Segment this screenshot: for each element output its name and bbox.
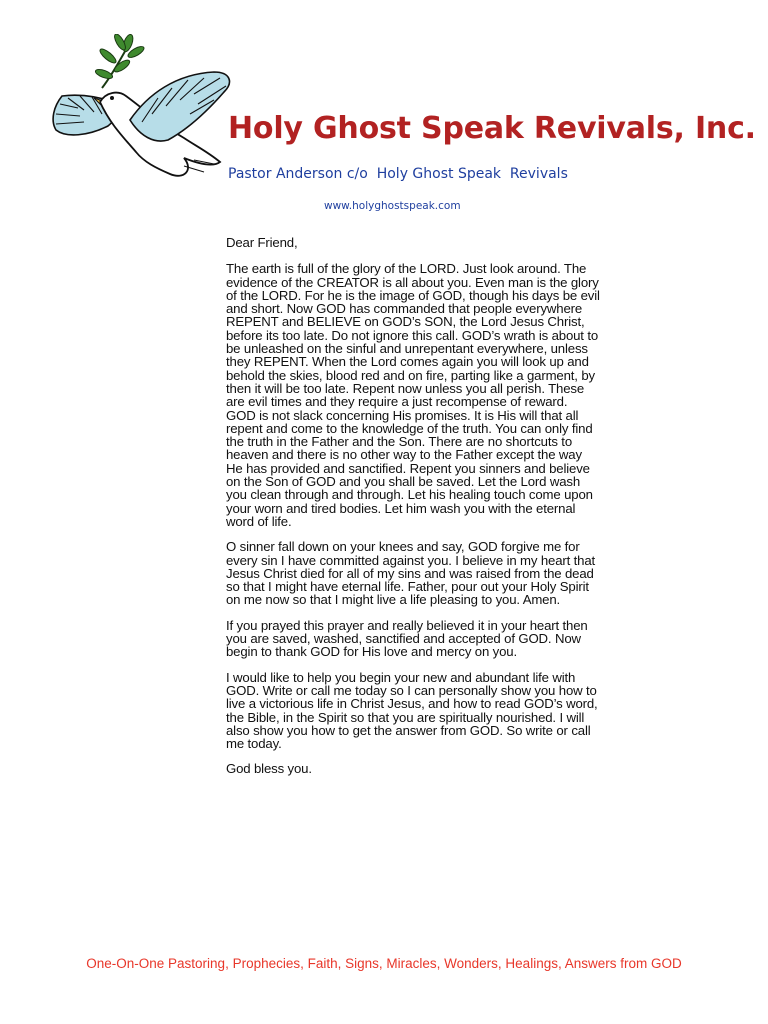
pastor-address-line: Pastor Anderson c/o Holy Ghost Speak Revivals xyxy=(228,166,568,182)
letter-paragraph-2: O sinner fall down on your knees and say, GOD forgive me for every sin I have committed against you. I believe in my heart that Jesus Christ died for all of my sins and was raised from the dead so that I might have eternal life. Father, pour out your Holy Spirit on me now so that I might live a life pleasing to you. Amen. xyxy=(226,539,596,608)
letter-paragraph-3: If you prayed this prayer and really believed it in your heart then you are saved, washed, sanctified and accepted of GOD. Now begin to thank GOD for His love and mercy on you. xyxy=(226,617,588,660)
website-link[interactable]: www.holyghostspeak.com xyxy=(324,200,461,212)
footer-tagline: One-On-One Pastoring, Prophecies, Faith, Signs, Miracles, Wonders, Healings, Answers from GOD xyxy=(86,956,682,971)
letter-body xyxy=(226,236,600,788)
salutation: Dear Friend, xyxy=(226,235,298,250)
organization-name: Holy Ghost Speak Revivals, Inc. xyxy=(228,111,756,146)
letter-paragraph-1: The earth is full of the glory of the LORD. Just look around. The evidence of the CREATOR is all about you. Even man is the glory of the LORD. For he is the image of GOD, though his days be evil and short. Now GOD has commanded that people everywhere REPENT and BELIEVE on GOD’s SON, the Lord Jesus Christ, before its too late. Do not ignore this call. GOD’s wrath is about to be unleashed on the sinful and unrepentant everywhere, unless they REPENT. When the Lord comes again you will look up and behold the skies, blood red and on fire, parting like a garment, by then it will be too late. Repent now unless you all perish. These are evil times and they require a just recompense of reward. GOD is not slack concerning His promises. It is His will that all repent and come to the knowledge of the truth. You can only find the truth in the Father and the Son. There are no shortcuts to heaven and there is no other way to the Father except the way He has provided and sanctified. Repent you sinners and believe on the Son of GOD and you shall be saved. Let the Lord wash you clean through and through. Let his healing touch come upon your worn and tired bodies. Let him wash you with the eternal word of life. xyxy=(226,261,600,529)
letter-paragraph-4: I would like to help you begin your new and abundant life with GOD. Write or call me today so I can personally show you how to live a victorious life in Christ Jesus, and how to read GOD’s word, the Bible, in the Spirit so that you are spiritually nourished. I will also show you how to get the answer from GOD. So write or call me today. xyxy=(226,669,598,752)
closing: God bless you. xyxy=(226,761,312,777)
dove-with-olive-branch-icon xyxy=(44,34,236,184)
